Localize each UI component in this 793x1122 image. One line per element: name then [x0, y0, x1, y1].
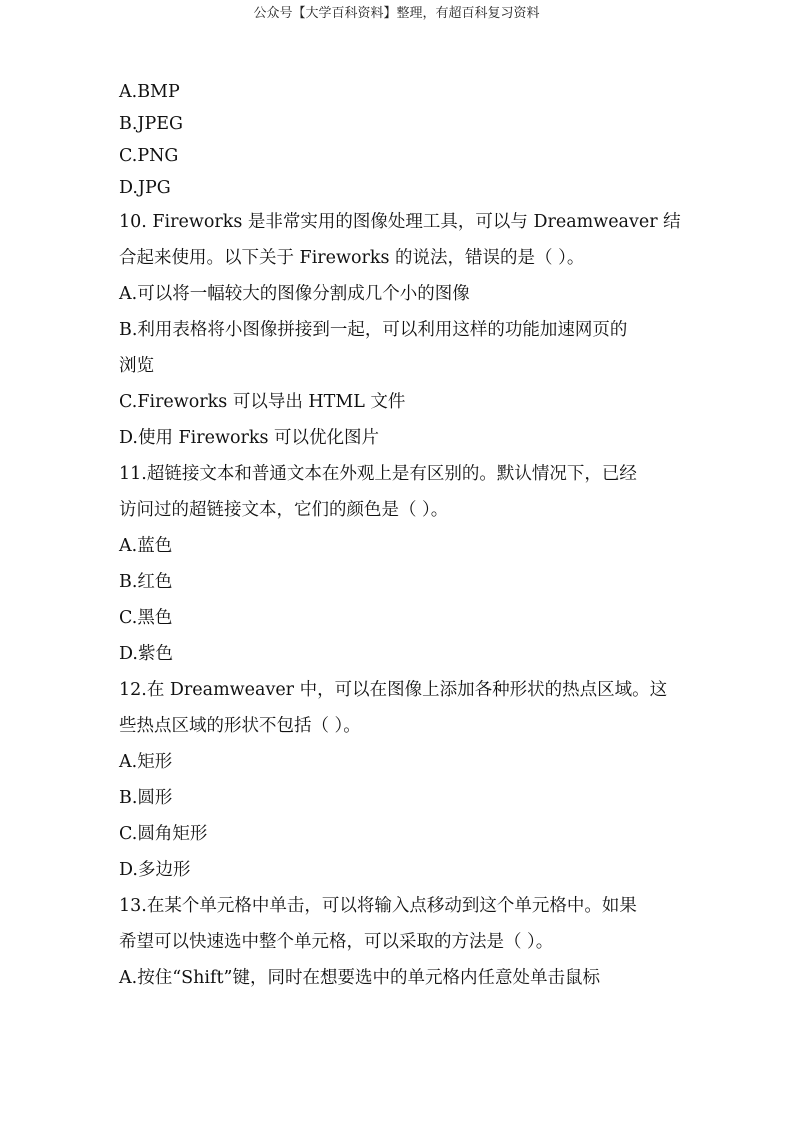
option-d: D.紫色 [119, 644, 173, 664]
option-c: C.PNG [119, 146, 179, 166]
option-d: D.使用 Fireworks 可以优化图片 [119, 428, 380, 448]
question-text-line: 合起来使用。以下关于 Fireworks 的说法，错误的是（ ）。 [119, 248, 585, 268]
option-a: A.按住“Shift”键，同时在想要选中的单元格内任意处单击鼠标 [119, 968, 600, 988]
option-a: A.蓝色 [119, 536, 173, 556]
option-b: B.利用表格将小图像拼接到一起，可以利用这样的功能加速网页的 [119, 320, 628, 340]
question-12 [119, 672, 679, 888]
question-text-line: 12.在 Dreamweaver 中，可以在图像上添加各种形状的热点区域。这 [119, 680, 668, 700]
question-text-line: 10. Fireworks 是非常实用的图像处理工具，可以与 Dreamweaver 结 [119, 212, 681, 232]
option-d: D.JPG [119, 178, 171, 198]
question-10 [119, 204, 679, 456]
question-text-line: 13.在某个单元格中单击，可以将输入点移动到这个单元格中。如果 [119, 896, 637, 916]
option-c: C.Fireworks 可以导出 HTML 文件 [119, 392, 406, 412]
question-11 [119, 456, 679, 672]
option-b: B.圆形 [119, 788, 173, 808]
page-header: 公众号【大学百科资料】整理，有超百科复习资料 [253, 6, 540, 21]
question-text-line: 访问过的超链接文本，它们的颜色是（ ）。 [119, 500, 449, 520]
question-text-line: 些热点区域的形状不包括（ ）。 [119, 716, 361, 736]
option-a: A.矩形 [119, 752, 173, 772]
document-body [119, 76, 679, 996]
question-text-line: 11.超链接文本和普通文本在外观上是有区别的。默认情况下，已经 [119, 464, 637, 484]
question-text-line: 希望可以快速选中整个单元格，可以采取的方法是（ ）。 [119, 932, 554, 952]
option-c: C.圆角矩形 [119, 824, 208, 844]
q9-options [119, 76, 679, 204]
question-13 [119, 888, 679, 996]
option-b-continued: 浏览 [119, 356, 154, 376]
option-a: A.可以将一幅较大的图像分割成几个小的图像 [119, 284, 470, 304]
option-b: B.红色 [119, 572, 173, 592]
option-a: A.BMP [119, 82, 180, 102]
option-b: B.JPEG [119, 114, 183, 134]
option-d: D.多边形 [119, 860, 191, 880]
option-c: C.黑色 [119, 608, 173, 628]
